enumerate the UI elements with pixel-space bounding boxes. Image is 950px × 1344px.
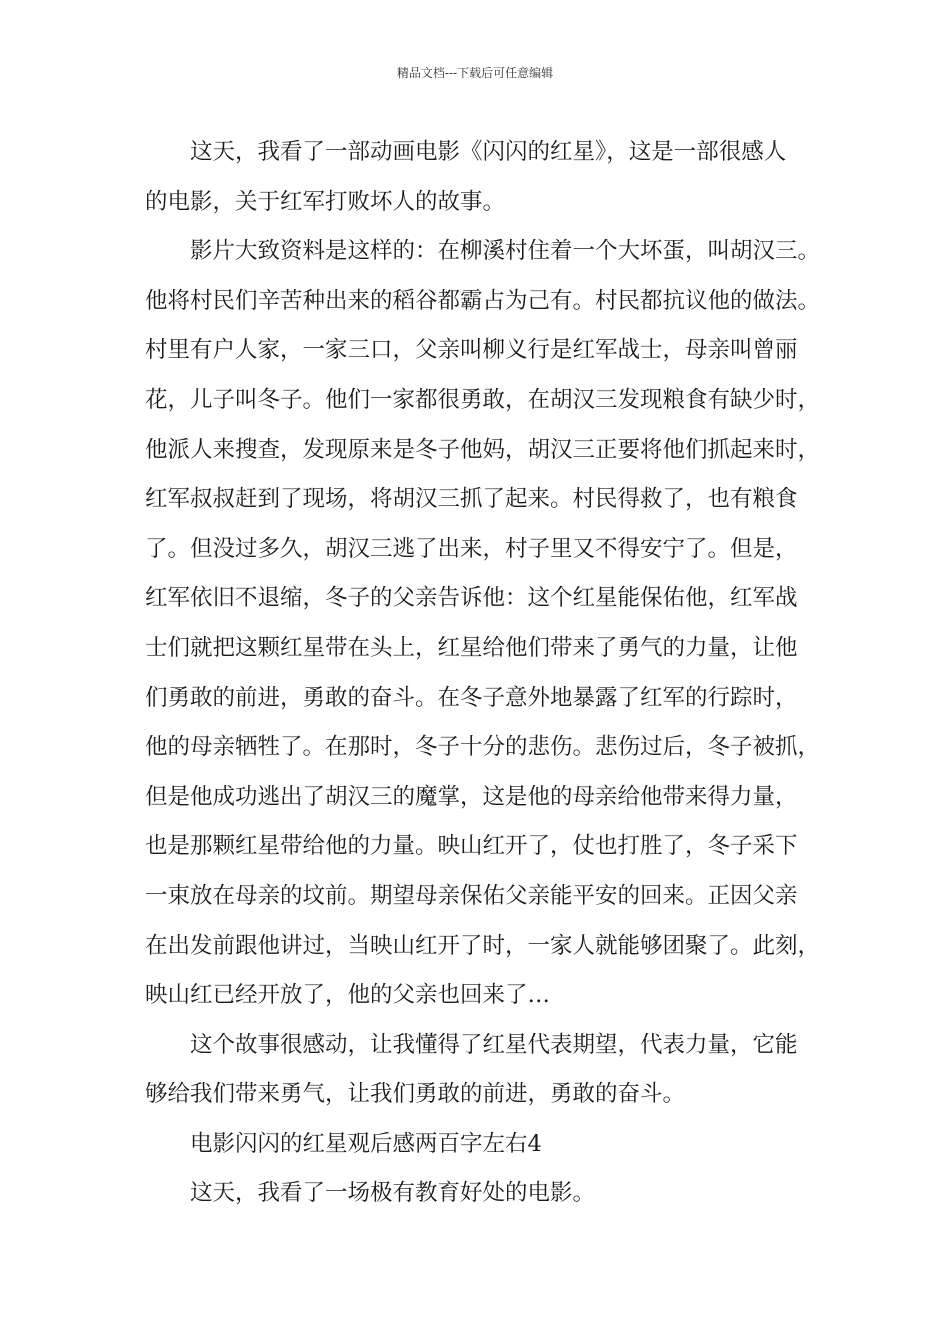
paragraph-2-line-13: 也是那颗红星带给他的力量。映山红开了，仗也打胜了，冬子采下 xyxy=(145,833,798,860)
paragraph-2-line-8: 红军依旧不退缩，冬子的父亲告诉他：这个红星能保佑他，红军战 xyxy=(145,585,798,612)
paragraph-2-line-2: 他将村民们辛苦种出来的稻谷都霸占为己有。村民都抗议他的做法。 xyxy=(145,287,821,314)
paragraph-2-line-15: 在出发前跟他讲过，当映山红开了时，一家人就能够团聚了。此刻， xyxy=(145,932,821,959)
paragraph-2-line-7: 了。但没过多久，胡汉三逃了出来，村子里又不得安宁了。但是， xyxy=(145,535,798,562)
paragraph-2-line-16: 映山红已经开放了，他的父亲也回来了… xyxy=(145,982,551,1009)
paragraph-2-line-11: 他的母亲牺牲了。在那时，冬子十分的悲伤。悲伤过后，冬子被抓， xyxy=(145,734,821,761)
paragraph-5-line-1: 这天，我看了一场极有教育好处的电影。 xyxy=(190,1180,596,1207)
page-header: 精品文档---下载后可任意编辑 xyxy=(396,66,554,80)
paragraph-2-line-1: 影片大致资料是这样的：在柳溪村住着一个大坏蛋，叫胡汉三。 xyxy=(190,238,821,265)
paragraph-2-line-3: 村里有户人家，一家三口，父亲叫柳义行是红军战士，母亲叫曾丽 xyxy=(145,337,798,364)
paragraph-2-line-12: 但是他成功逃出了胡汉三的魔掌，这是他的母亲给他带来得力量， xyxy=(145,783,798,810)
paragraph-2-line-5: 他派人来搜查，发现原来是冬子他妈，胡汉三正要将他们抓起来时， xyxy=(145,436,821,463)
paragraph-2-line-6: 红军叔叔赶到了现场，将胡汉三抓了起来。村民得救了，也有粮食 xyxy=(145,486,798,513)
paragraph-3-line-2: 够给我们带来勇气，让我们勇敢的前进，勇敢的奋斗。 xyxy=(145,1081,686,1108)
document-body xyxy=(145,128,835,1219)
paragraph-2-line-4: 花，儿子叫冬子。他们一家都很勇敢，在胡汉三发现粮食有缺少时， xyxy=(145,386,821,413)
paragraph-2-line-10: 们勇敢的前进，勇敢的奋斗。在冬子意外地暴露了红军的行踪时， xyxy=(145,684,798,711)
paragraph-2-line-14: 一束放在母亲的坟前。期望母亲保佑父亲能平安的回来。正因父亲 xyxy=(145,882,798,909)
paragraph-1-line-2: 的电影，关于红军打败坏人的故事。 xyxy=(145,188,506,215)
section-heading: 电影闪闪的红星观后感两百字左右4 xyxy=(190,1130,542,1157)
paragraph-2-line-9: 士们就把这颗红星带在头上，红星给他们带来了勇气的力量，让他 xyxy=(145,634,798,661)
paragraph-1-line-1: 这天，我看了一部动画电影《闪闪的红星》，这是一部很感人 xyxy=(190,139,787,165)
paragraph-3-line-1: 这个故事很感动，让我懂得了红星代表期望，代表力量，它能 xyxy=(190,1031,798,1058)
